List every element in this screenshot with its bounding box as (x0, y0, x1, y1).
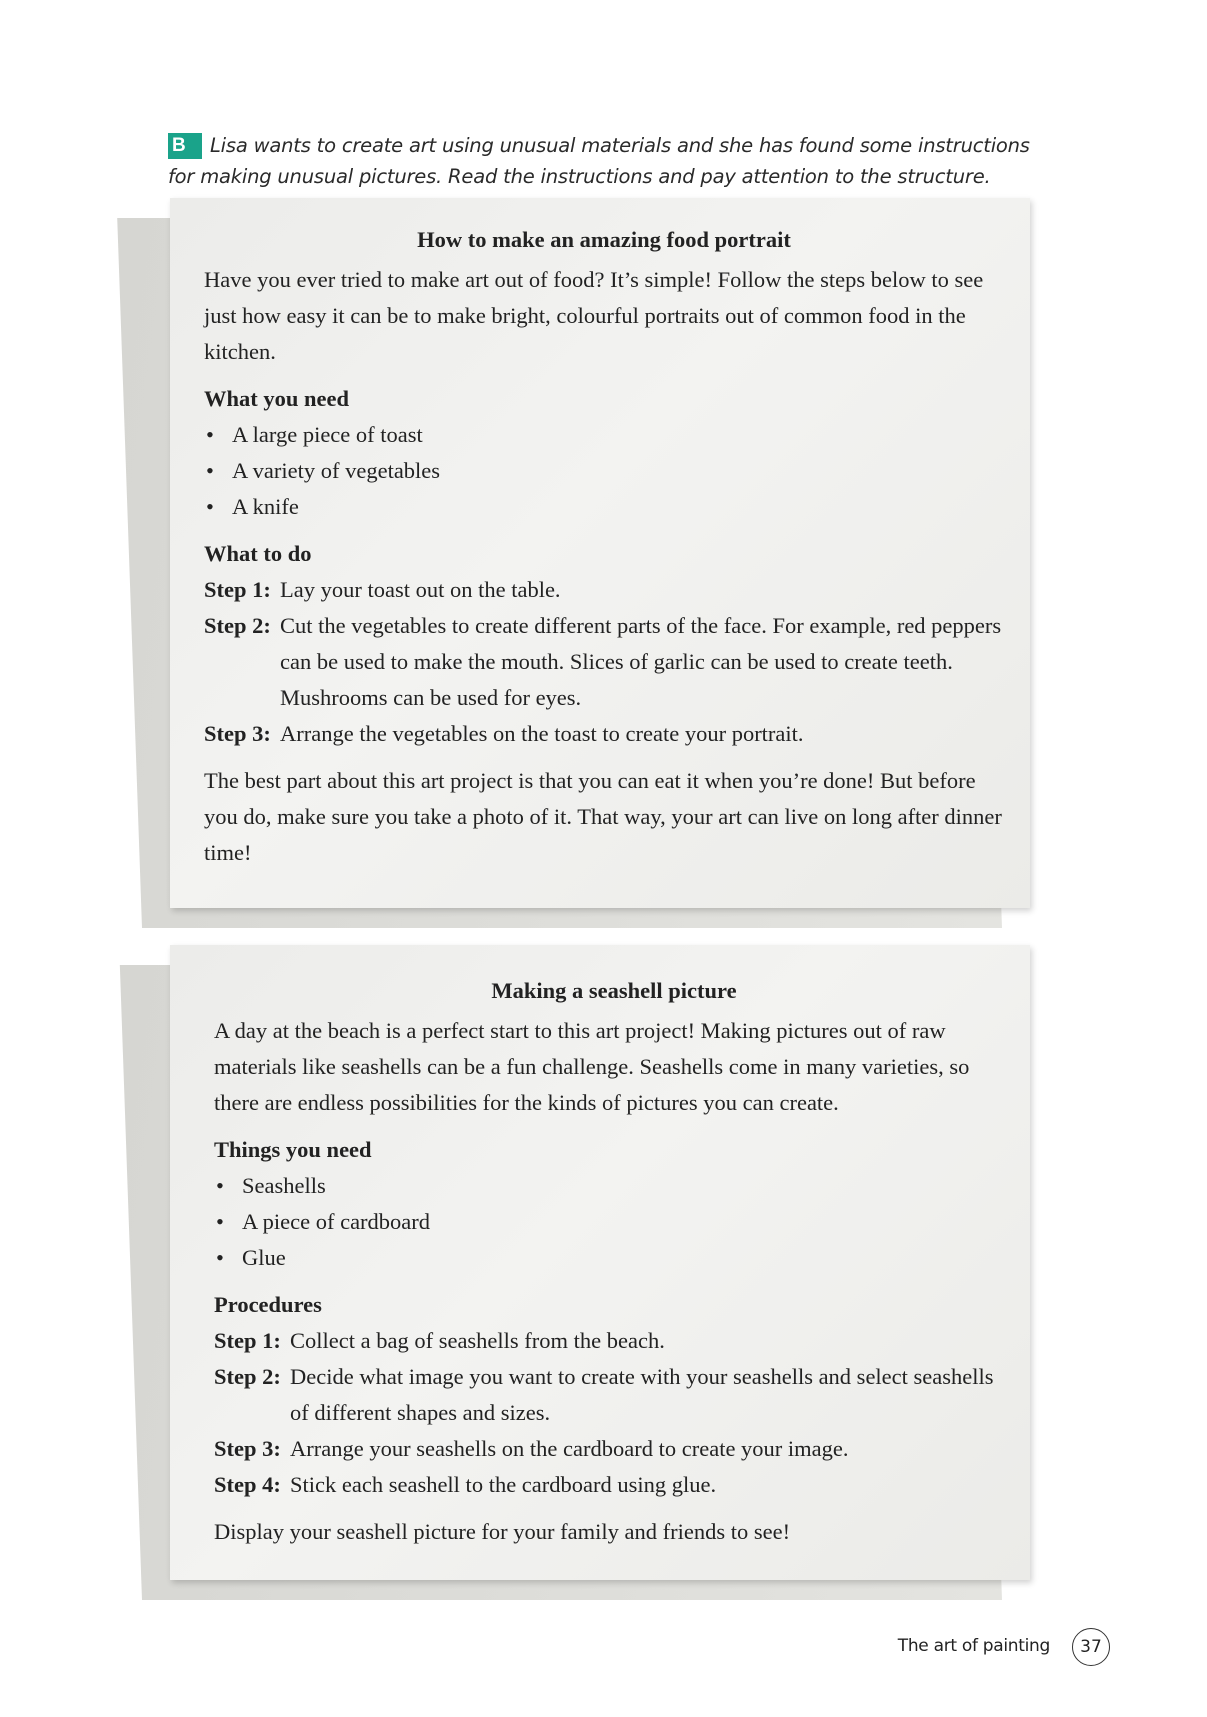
page-number: 37 (1072, 1628, 1110, 1666)
step-item: Step 1: Collect a bag of seashells from the beach. (214, 1328, 665, 1353)
exercise-badge: B (168, 133, 202, 159)
step-item: Step 2: Decide what image you want to create with your seashells and select seashells of different shapes and sizes. (214, 1364, 994, 1425)
bullet-icon: • (216, 1245, 224, 1270)
steps-heading: What to do (204, 541, 312, 566)
list-item: • A piece of cardboard (214, 1204, 1014, 1240)
step-item: Step 4: Stick each seashell to the cardboard using glue. (214, 1472, 717, 1497)
list-item: • Glue (214, 1240, 1014, 1276)
bullet-icon: • (206, 458, 214, 483)
card-closing: The best part about this art project is that you can eat it when you’re done! But before you do, make sure you take a photo of it. That way, your art can live on long after dinner time! (204, 768, 1002, 865)
section-title: The art of painting (897, 1636, 1050, 1656)
step-item: Step 3: Arrange your seashells on the cardboard to create your image. (214, 1436, 849, 1461)
bullet-icon: • (216, 1173, 224, 1198)
page-footer (840, 1628, 1110, 1668)
steps-heading: Procedures (214, 1292, 322, 1317)
instruction-text: Lisa wants to create art using unusual materials and she has found some instructions for making unusual pictures. Read the instructions and pay attention to the structure. (168, 134, 1030, 188)
step-item: Step 2: Cut the vegetables to create different parts of the face. For example, red peppers can be used to make the mouth. Slices of garlic can be used to create teeth. Mushrooms can be used for eyes. (204, 613, 1002, 710)
step-item: Step 3: Arrange the vegetables on the toast to create your portrait. (204, 721, 804, 746)
food-portrait-card (170, 198, 1030, 908)
list-item: • A knife (204, 489, 1004, 525)
bullet-icon: • (206, 422, 214, 447)
bullet-icon: • (206, 494, 214, 519)
bullet-icon: • (216, 1209, 224, 1234)
card-title: How to make an amazing food portrait (417, 227, 791, 252)
needs-heading: Things you need (214, 1137, 372, 1162)
list-item: • A large piece of toast (204, 417, 1004, 453)
card-intro: Have you ever tried to make art out of food? It’s simple! Follow the steps below to see just how easy it can be to make bright, colourful portraits out of common food in the kitchen. (204, 267, 984, 364)
card-intro: A day at the beach is a perfect start to this art project! Making pictures out of raw materials like seashells can be a fun challenge. Seashells come in many varieties, so there are endless possibilities for the kinds of pictures you can create. (214, 1018, 970, 1115)
list-item: • Seashells (214, 1168, 1014, 1204)
list-item: • A variety of vegetables (204, 453, 1004, 489)
step-item: Step 1: Lay your toast out on the table. (204, 577, 561, 602)
card-closing: Display your seashell picture for your family and friends to see! (214, 1519, 791, 1544)
needs-list (204, 417, 1004, 525)
needs-heading: What you need (204, 386, 350, 411)
seashell-picture-card (170, 945, 1030, 1580)
card-title: Making a seashell picture (491, 978, 737, 1003)
needs-list (214, 1168, 1014, 1276)
exercise-instruction (168, 130, 1048, 192)
